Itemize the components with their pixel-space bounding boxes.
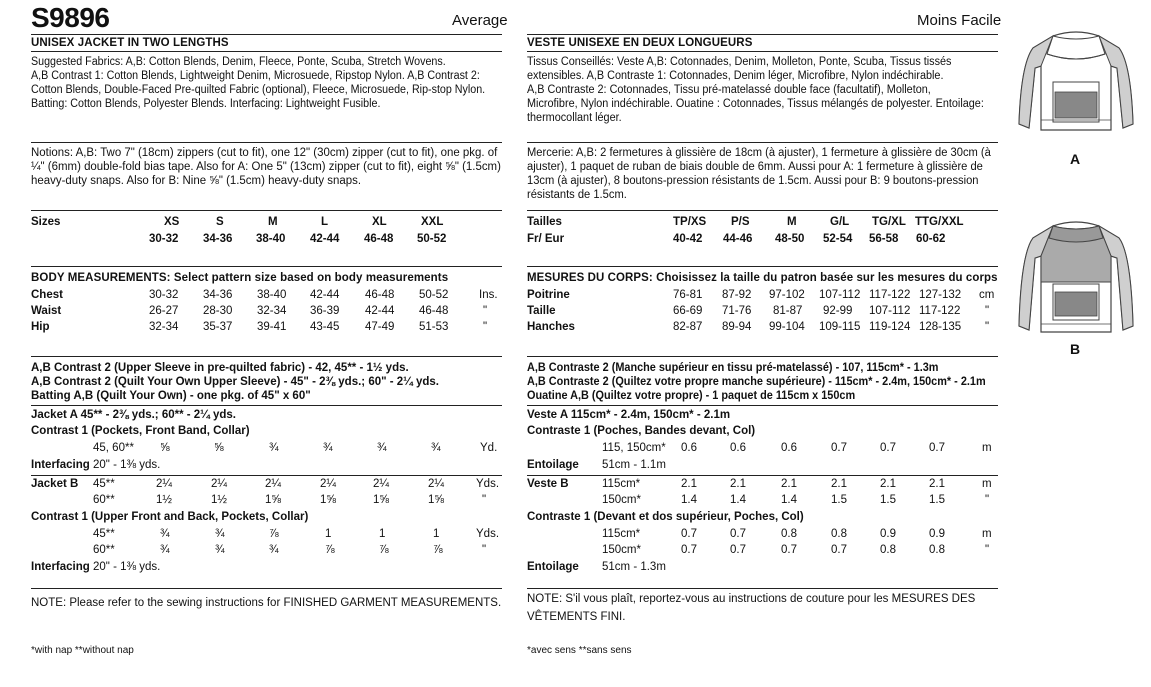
contrast1-a-title: Contraste 1 (Poches, Bandes devant, Col) xyxy=(527,425,756,437)
section-title: UNISEX JACKET IN TWO LENGTHS xyxy=(31,37,229,49)
jacket-a-back-illustration xyxy=(1013,24,1139,150)
unit-label: " xyxy=(482,494,487,506)
size-header: XXL xyxy=(421,216,444,228)
unit-label: Yds. xyxy=(476,478,500,490)
contrast2-line: Batting A,B (Quilt Your Own) - one pkg. of 45" x 60" xyxy=(31,390,311,402)
jacket-b-back-illustration xyxy=(1013,214,1139,340)
measurement-value: 97-102 xyxy=(769,289,805,301)
measurement-label: Poitrine xyxy=(527,289,570,301)
contrast2-line: A,B Contraste 2 (Quiltez votre propre manche supérieure) - 115cm* - 2.4m, 150cm* - 2.1m xyxy=(527,376,986,388)
jacket-b-label: Jacket B xyxy=(31,478,79,490)
interfacing-value: 51cm - 1.3m xyxy=(602,561,666,573)
size-range: 40-42 xyxy=(673,233,703,245)
size-range: 46-48 xyxy=(364,233,394,245)
yardage-value: 0.6 xyxy=(781,442,797,454)
unit-label: " xyxy=(985,494,990,506)
unit-label: " xyxy=(985,321,990,333)
yardage-value: 0.6 xyxy=(730,442,746,454)
yardage-value: 2.1 xyxy=(880,478,896,490)
yardage-value: ¾ xyxy=(269,442,279,454)
yardage-value: 0.7 xyxy=(831,544,847,556)
measurement-value: 107-112 xyxy=(869,305,911,317)
measurement-value: 71-76 xyxy=(722,305,752,317)
notions-line: ajuster), 1 paquet de ruban de biais double de 6mm. Aussi pour A: 1 fermeture à glissière de xyxy=(527,161,983,173)
divider xyxy=(31,475,502,476)
yardage-value: 0.7 xyxy=(929,442,945,454)
fabric-width: 115cm* xyxy=(602,528,641,540)
interfacing-label: Interfacing xyxy=(31,459,90,471)
unit-label: m xyxy=(982,478,992,490)
divider xyxy=(31,356,502,357)
yardage-value: 1⅝ xyxy=(428,494,444,506)
measurement-value: 46-48 xyxy=(365,289,395,301)
measurement-value: 38-40 xyxy=(257,289,287,301)
measurement-value: 117-122 xyxy=(869,289,911,301)
fabric-width: 45, 60** xyxy=(93,442,134,454)
yardage-value: 2¼ xyxy=(320,478,336,490)
yardage-value: ⅝ xyxy=(160,442,170,454)
yardage-value: 1.4 xyxy=(781,494,797,506)
measurement-label: Taille xyxy=(527,305,556,317)
measurement-label: Hip xyxy=(31,321,50,333)
fabric-width: 45** xyxy=(93,478,115,490)
divider xyxy=(527,34,998,35)
fabrics-line: thermocollant léger. xyxy=(527,112,622,124)
notions-line: Notions: A,B: Two 7" (18cm) zippers (cut to fit), one 12" (30cm) zipper (cut to fit), one pkg. of xyxy=(31,147,498,159)
yardage-value: ¾ xyxy=(160,528,170,540)
size-header: TG/XL xyxy=(872,216,906,228)
unit-label: cm xyxy=(979,289,995,301)
unit-label: " xyxy=(483,321,488,333)
measurement-value: 87-92 xyxy=(722,289,752,301)
fabric-width: 115, 150cm* xyxy=(602,442,666,454)
pattern-code: S9896 xyxy=(31,2,110,33)
yardage-value: 1 xyxy=(433,528,440,540)
divider xyxy=(31,34,502,35)
body-measurements-title: BODY MEASUREMENTS: Select pattern size based on body measurements xyxy=(31,272,449,284)
measurement-value: 42-44 xyxy=(365,305,395,317)
fabric-width: 150cm* xyxy=(602,494,641,506)
divider xyxy=(527,51,998,52)
yardage-value: 2.1 xyxy=(831,478,847,490)
measurement-value: 109-115 xyxy=(819,321,861,333)
yardage-value: 0.9 xyxy=(929,528,945,540)
measurement-value: 30-32 xyxy=(149,289,179,301)
size-range: 50-52 xyxy=(417,233,447,245)
divider xyxy=(31,51,502,52)
yardage-value: 2.1 xyxy=(781,478,797,490)
contrast1-b-title: Contraste 1 (Devant et dos supérieur, Poches, Col) xyxy=(527,511,804,523)
size-range: 52-54 xyxy=(823,233,853,245)
yardage-value: 1.4 xyxy=(681,494,697,506)
fabrics-line: A,B Contraste 2: Cotonnades, Tissu pré-matelassé double face (facultatif), Molleton, xyxy=(527,84,931,96)
english-column xyxy=(31,34,502,674)
unit-label: " xyxy=(985,305,990,317)
yardage-value: ⅞ xyxy=(379,544,389,556)
difficulty-level-fr: Moins Facile xyxy=(917,12,1002,29)
yardage-value: 0.7 xyxy=(880,442,896,454)
yardage-value: 1½ xyxy=(156,494,172,506)
size-header: P/S xyxy=(731,216,750,228)
jacket-a-drawing xyxy=(1013,24,1139,150)
notions-text xyxy=(31,146,502,188)
size-range: 42-44 xyxy=(310,233,340,245)
fabrics-line: A,B Contrast 1: Cotton Blends, Lightweight Denim, Microsuede, Ripstop Nylon. A,B Contrast 2: xyxy=(31,70,480,82)
size-header: XL xyxy=(372,216,387,228)
size-header: TP/XS xyxy=(673,216,707,228)
yardage-value: 1.4 xyxy=(730,494,746,506)
yardage-value: 2¼ xyxy=(373,478,389,490)
yardage-value: ¾ xyxy=(431,442,441,454)
size-header: S xyxy=(216,216,224,228)
measurement-value: 89-94 xyxy=(722,321,752,333)
yardage-value: 2.1 xyxy=(929,478,945,490)
contrast1-b-title: Contrast 1 (Upper Front and Back, Pockets, Collar) xyxy=(31,511,309,523)
yardage-value: ⅝ xyxy=(214,442,224,454)
yardage-value: 0.7 xyxy=(681,544,697,556)
yardage-value: 1⅝ xyxy=(373,494,389,506)
measurement-value: 99-104 xyxy=(769,321,805,333)
measurement-value: 128-135 xyxy=(919,321,962,333)
yardage-value: ¾ xyxy=(269,544,279,556)
measurement-value: 43-45 xyxy=(310,321,340,333)
measurement-value: 76-81 xyxy=(673,289,703,301)
unit-label: Ins. xyxy=(479,289,498,301)
jacket-b-drawing xyxy=(1013,214,1139,340)
notions-line: 13cm (à ajuster), 8 boutons-pression résistants de 1.5cm. Aussi pour B: 9 boutons-pression xyxy=(527,175,979,187)
fabrics-line: Suggested Fabrics: A,B: Cotton Blends, Denim, Fleece, Ponte, Scuba, Stretch Wovens. xyxy=(31,56,446,68)
divider xyxy=(527,475,998,476)
size-range: 48-50 xyxy=(775,233,805,245)
divider xyxy=(31,588,502,589)
yardage-value: ¾ xyxy=(377,442,387,454)
measurement-value: 119-124 xyxy=(869,321,911,333)
yardage-value: 0.8 xyxy=(929,544,945,556)
measurement-value: 82-87 xyxy=(673,321,703,333)
difficulty-level-en: Average xyxy=(452,12,508,29)
yardage-value: 1 xyxy=(379,528,386,540)
contrast2-line: A,B Contrast 2 (Upper Sleeve in pre-quilted fabric) - 42, 45** - 1½ yds. xyxy=(31,362,409,374)
interfacing-label: Entoilage xyxy=(527,459,579,471)
yardage-value: 0.8 xyxy=(831,528,847,540)
yardage-value: ¾ xyxy=(215,528,225,540)
sizes-sub-label: Fr/ Eur xyxy=(527,233,565,245)
view-b-label: B xyxy=(1070,341,1081,357)
measurement-value: 28-30 xyxy=(203,305,233,317)
divider xyxy=(31,405,502,406)
yardage-value: ¾ xyxy=(215,544,225,556)
divider xyxy=(31,142,502,143)
notions-line: ¼" (6mm) double-fold bias tape. Also for A: One 5" (13cm) zipper (cut to fit), eight ⅝" (1.5cm) xyxy=(31,161,501,173)
sizes-label: Sizes xyxy=(31,216,61,228)
measurement-value: 107-112 xyxy=(819,289,861,301)
veste-b-label: Veste B xyxy=(527,478,569,490)
measurement-value: 34-36 xyxy=(203,289,233,301)
yardage-value: 2¼ xyxy=(428,478,444,490)
jacket-a-line: Jacket A 45** - 2⅜ yds.; 60** - 2¼ yds. xyxy=(31,409,236,421)
size-header: G/L xyxy=(830,216,850,228)
interfacing-label: Entoilage xyxy=(527,561,579,573)
fabric-width: 115cm* xyxy=(602,478,641,490)
yardage-value: 0.7 xyxy=(730,544,746,556)
measurement-value: 66-69 xyxy=(673,305,703,317)
measurement-label: Hanches xyxy=(527,321,575,333)
size-header: TTG/XXL xyxy=(915,216,964,228)
note-text xyxy=(527,592,975,624)
divider xyxy=(527,405,998,406)
note-line: VÊTEMENTS FINI. xyxy=(527,611,626,623)
divider xyxy=(31,210,502,211)
body-measurements-title: MESURES DU CORPS: Choisissez la taille du patron basée sur les mesures du corps xyxy=(527,272,998,284)
unit-label: Yds. xyxy=(476,528,500,540)
yardage-value: 1.5 xyxy=(929,494,945,506)
measurement-value: 42-44 xyxy=(310,289,340,301)
yardage-value: 0.8 xyxy=(781,528,797,540)
yardage-value: 2¼ xyxy=(211,478,227,490)
note-text: NOTE: Please refer to the sewing instructions for FINISHED GARMENT MEASUREMENTS. xyxy=(31,597,502,609)
contrast2-line: A,B Contrast 2 (Quilt Your Own Upper Sleeve) - 45" - 2⅜ yds.; 60" - 2¼ yds. xyxy=(31,376,439,388)
yardage-value: 1.5 xyxy=(880,494,896,506)
measurement-value: 92-99 xyxy=(823,305,853,317)
yardage-value: 0.7 xyxy=(781,544,797,556)
contrast2-line: Ouatine A,B (Quiltez votre propre) - 1 paquet de 115cm x 150cm xyxy=(527,390,856,402)
size-header: M xyxy=(268,216,278,228)
yardage-value: 2¼ xyxy=(265,478,281,490)
size-range: 56-58 xyxy=(869,233,899,245)
measurement-value: 127-132 xyxy=(919,289,962,301)
fabric-width: 60** xyxy=(93,494,115,506)
unit-label: Yd. xyxy=(480,442,498,454)
measurement-value: 32-34 xyxy=(257,305,287,317)
measurement-value: 32-34 xyxy=(149,321,179,333)
footnote: *with nap **without nap xyxy=(31,645,134,656)
notions-text xyxy=(527,146,998,202)
measurement-value: 51-53 xyxy=(419,321,449,333)
unit-label: m xyxy=(982,528,992,540)
fabrics-line: Microfibre, Nylon indéchirable. Ouatine : Cotonnades, Tissus mélangés de polyester. Entoilage: xyxy=(527,98,984,110)
yardage-value: ¾ xyxy=(323,442,333,454)
size-range: 34-36 xyxy=(203,233,233,245)
measurement-label: Waist xyxy=(31,305,62,317)
divider xyxy=(31,266,502,267)
yardage-value: 1½ xyxy=(211,494,227,506)
yardage-value: 0.8 xyxy=(880,544,896,556)
divider xyxy=(527,588,998,589)
yardage-value: 0.9 xyxy=(880,528,896,540)
french-column xyxy=(527,34,998,674)
fabrics-text xyxy=(527,55,997,125)
fabrics-line: Cotton Blends, Double-Faced Pre-quilted Fabric (optional), Fleece, Microsuede, Rip-stop Nylon. xyxy=(31,84,486,96)
divider xyxy=(527,356,998,357)
interfacing-value: 20" - 1⅜ yds. xyxy=(93,459,161,471)
size-range: 60-62 xyxy=(916,233,946,245)
divider xyxy=(527,142,998,143)
fabrics-line: extensibles. A,B Contraste 1: Cotonnades, Denim léger, Microfibre, Nylon indéchirable. xyxy=(527,70,944,82)
yardage-value: 1⅝ xyxy=(320,494,336,506)
size-range: 30-32 xyxy=(149,233,179,245)
size-header: XS xyxy=(164,216,180,228)
yardage-value: ⅞ xyxy=(269,528,279,540)
measurement-value: 39-41 xyxy=(257,321,287,333)
yardage-value: 1 xyxy=(325,528,332,540)
unit-label: m xyxy=(982,442,992,454)
fabric-width: 45** xyxy=(93,528,115,540)
unit-label: " xyxy=(483,305,488,317)
measurement-value: 36-39 xyxy=(310,305,340,317)
divider xyxy=(527,210,998,211)
section-title: VESTE UNISEXE EN DEUX LONGUEURS xyxy=(527,37,753,49)
size-header: L xyxy=(321,216,329,228)
interfacing-label: Interfacing xyxy=(31,561,90,573)
measurement-value: 35-37 xyxy=(203,321,233,333)
veste-a-line: Veste A 115cm* - 2.4m, 150cm* - 2.1m xyxy=(527,409,731,421)
fabrics-line: Tissus Conseillés: Veste A,B: Cotonnades, Denim, Molleton, Ponte, Scuba, Tissus tissés xyxy=(527,56,952,68)
sizes-label: Tailles xyxy=(527,216,562,228)
note-line: NOTE: S'il vous plaît, reportez-vous au instructions de couture pour les MESURES DES xyxy=(527,593,976,605)
yardage-value: 0.7 xyxy=(681,528,697,540)
view-a-label: A xyxy=(1070,151,1081,167)
measurement-value: 46-48 xyxy=(419,305,449,317)
yardage-value: 0.6 xyxy=(681,442,697,454)
yardage-value: 1⅝ xyxy=(265,494,281,506)
measurement-value: 117-122 xyxy=(919,305,961,317)
yardage-value: ¾ xyxy=(160,544,170,556)
divider xyxy=(527,266,998,267)
measurement-value: 50-52 xyxy=(419,289,449,301)
contrast2-text xyxy=(527,361,998,403)
contrast2-text xyxy=(31,361,439,403)
measurement-value: 47-49 xyxy=(365,321,395,333)
yardage-value: 0.7 xyxy=(730,528,746,540)
notions-line: résistants de 1.5cm. xyxy=(527,189,627,201)
yardage-value: 1.5 xyxy=(831,494,847,506)
yardage-value: 2.1 xyxy=(730,478,746,490)
size-range: 44-46 xyxy=(723,233,753,245)
notions-line: heavy-duty snaps. Also for B: Nine ⅝" (1.5cm) heavy-duty snaps. xyxy=(31,175,362,187)
yardage-value: 2.1 xyxy=(681,478,697,490)
contrast2-line: A,B Contraste 2 (Manche supérieur en tissu pré-matelassé) - 107, 115cm* - 1.3m xyxy=(527,362,939,374)
unit-label: " xyxy=(985,544,990,556)
notions-line: Mercerie: A,B: 2 fermetures à glissière de 18cm (à ajuster), 1 fermeture à glissière de 30cm (à xyxy=(527,147,991,159)
measurement-label: Chest xyxy=(31,289,63,301)
yardage-value: ⅞ xyxy=(325,544,335,556)
fabrics-line: Batting: Cotton Blends, Polyester Blends. Interfacing: Lightweight Fusible. xyxy=(31,98,381,110)
interfacing-value: 51cm - 1.1m xyxy=(602,459,666,471)
contrast1-a-title: Contrast 1 (Pockets, Front Band, Collar) xyxy=(31,425,250,437)
footnote: *avec sens **sans sens xyxy=(527,645,632,656)
measurement-value: 81-87 xyxy=(773,305,803,317)
yardage-value: 2¼ xyxy=(156,478,172,490)
yardage-value: ⅞ xyxy=(433,544,443,556)
measurement-value: 26-27 xyxy=(149,305,179,317)
fabric-width: 150cm* xyxy=(602,544,641,556)
size-header: M xyxy=(787,216,797,228)
size-range: 38-40 xyxy=(256,233,286,245)
interfacing-value: 20" - 1⅜ yds. xyxy=(93,561,161,573)
fabric-width: 60** xyxy=(93,544,115,556)
unit-label: " xyxy=(482,544,487,556)
fabrics-text xyxy=(31,55,502,111)
yardage-value: 0.7 xyxy=(831,442,847,454)
